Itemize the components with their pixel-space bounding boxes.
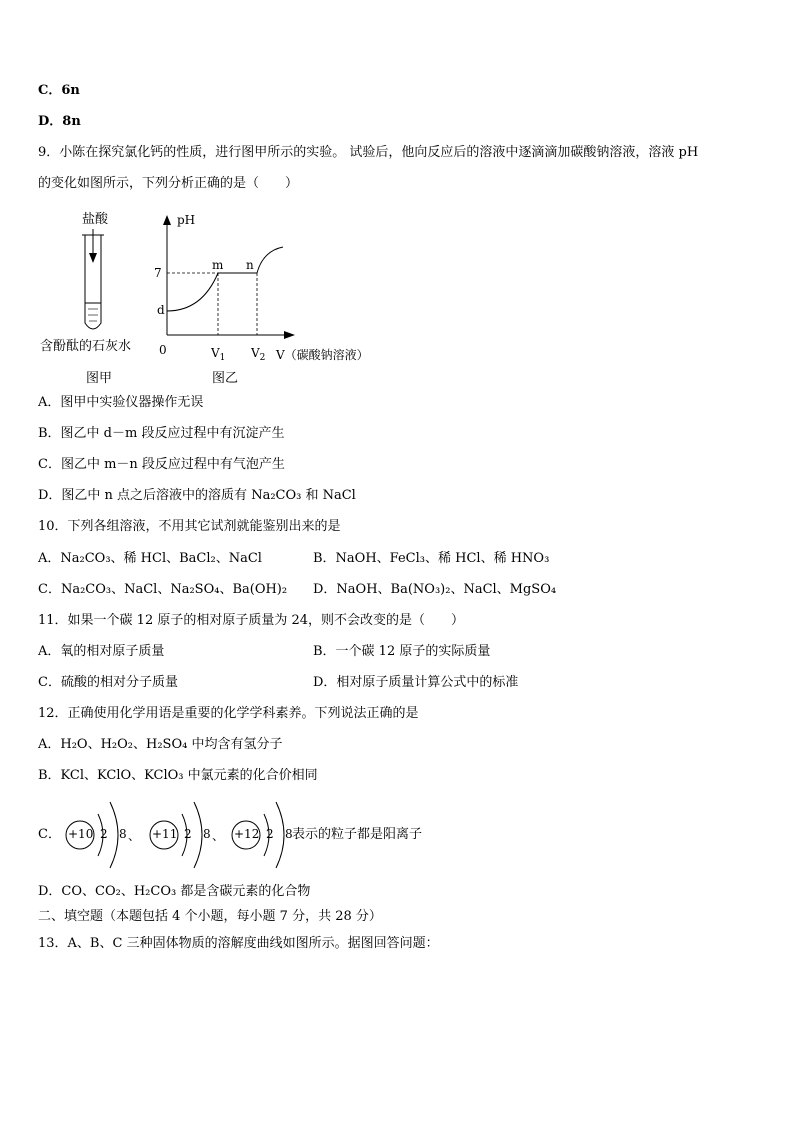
q10-option-a: A．Na₂CO₃、稀 HCl、BaCl₂、NaCl: [38, 551, 262, 566]
q12-stem: 12．正确使用化学用语是重要的化学学科素养。下列说法正确的是: [38, 706, 419, 721]
atom-1-nucleus: +10: [68, 827, 94, 841]
q8-option-c: C．6n: [38, 83, 80, 98]
q12-option-c-prefix: C．: [38, 827, 61, 842]
point-m-label: m: [212, 258, 224, 272]
q12-option-d: D．CO、CO₂、H₂CO₃ 都是含碳元素的化合物: [38, 884, 311, 899]
atom-2-shell2: 8: [203, 827, 211, 841]
q13-stem: 13．A、B、C 三种固体物质的溶解度曲线如图所示。据图回答问题：: [38, 936, 439, 951]
q9-stem-line1: 9．小陈在探究氯化钙的性质，进行图甲所示的实验。 试验后，他向反应后的溶液中逐滴滴加碳酸钠溶液，溶液 pH: [38, 145, 699, 160]
figure-b-ph-curve: [150, 205, 400, 385]
ph-chart: [150, 205, 400, 365]
q12-option-c-suffix: 表示的粒子都是阳离子: [292, 827, 423, 842]
atom-diagram-1: [64, 800, 139, 874]
figure-b-caption: 图乙: [212, 371, 239, 386]
q10-option-d: D．NaOH、Ba(NO₃)₂、NaCl、MgSO₄: [313, 582, 557, 597]
test-tube-icon: [36, 205, 146, 345]
q9-option-b: B．图乙中 d－m 段反应过程中有沉淀产生: [38, 426, 285, 441]
tick-v2: $V_2$: [251, 346, 266, 363]
curve-d-m: [167, 273, 218, 311]
q8-option-d: D．8n: [38, 114, 81, 129]
q12-option-a: A．H₂O、H₂O₂、H₂SO₄ 中均含有氢分子: [38, 737, 283, 752]
atom-1-separator: 、: [128, 829, 141, 843]
q9-option-d: D．图乙中 n 点之后溶液中的溶质有 Na₂CO₃ 和 NaCl: [38, 488, 356, 503]
q11-option-a: A．氧的相对原子质量: [38, 644, 165, 659]
atom-3-shell2: 8: [285, 827, 293, 841]
section-2-heading: 二、填空题（本题包括 4 个小题，每小题 7 分，共 28 分）: [38, 909, 382, 924]
q11-stem: 11．如果一个碳 12 原子的相对原子质量为 24，则不会改变的是（ ）: [38, 613, 465, 628]
origin-label: 0: [159, 343, 167, 357]
atom-1-shell1: 2: [100, 827, 108, 841]
atom-2-nucleus: +11: [152, 827, 178, 841]
atom-diagram-2: [148, 800, 223, 874]
point-d-label: d: [157, 303, 165, 317]
atom-2-shell1: 2: [184, 827, 192, 841]
y-axis-label: pH: [177, 213, 196, 227]
figure-a-label-hydrochloric-acid: 盐酸: [82, 212, 109, 227]
figure-a-caption: 图甲: [86, 371, 113, 386]
q9-option-c: C．图乙中 m－n 段反应过程中有气泡产生: [38, 457, 285, 472]
point-n-label: n: [246, 258, 254, 272]
y-axis-arrow: [163, 215, 171, 225]
q11-option-b: B．一个碳 12 原子的实际质量: [313, 644, 491, 659]
figure-a-label-limewater: 含酚酞的石灰水: [40, 339, 132, 354]
q9-stem-line2: 的变化如图所示，下列分析正确的是（ ）: [38, 176, 299, 191]
atom-2-separator: 、: [212, 829, 225, 843]
curve-after-n: [257, 247, 283, 273]
x-axis-label: V（碳酸钠溶液）: [276, 348, 369, 362]
atom-1-shell2: 8: [119, 827, 127, 841]
atom-3-nucleus: +12: [234, 827, 260, 841]
q10-stem: 10．下列各组溶液，不用其它试剂就能鉴别出来的是: [38, 519, 341, 534]
tick-v1: $V_1$: [211, 346, 226, 363]
q11-option-d: D．相对原子质量计算公式中的标准: [313, 675, 519, 690]
q9-option-a: A．图甲中实验仪器操作无误: [38, 395, 204, 410]
q10-option-c: C．Na₂CO₃、NaCl、Na₂SO₄、Ba(OH)₂: [38, 582, 288, 597]
q11-option-c: C．硫酸的相对分子质量: [38, 675, 178, 690]
q10-option-b: B．NaOH、FeCl₃、稀 HCl、稀 HNO₃: [313, 551, 550, 566]
atom-3-shell1: 2: [266, 827, 274, 841]
tick-7: 7: [154, 266, 162, 280]
figure-a: [36, 205, 146, 385]
q12-option-b: B．KCl、KClO、KClO₃ 中氯元素的化合价相同: [38, 768, 318, 783]
x-axis-arrow: [284, 331, 295, 339]
